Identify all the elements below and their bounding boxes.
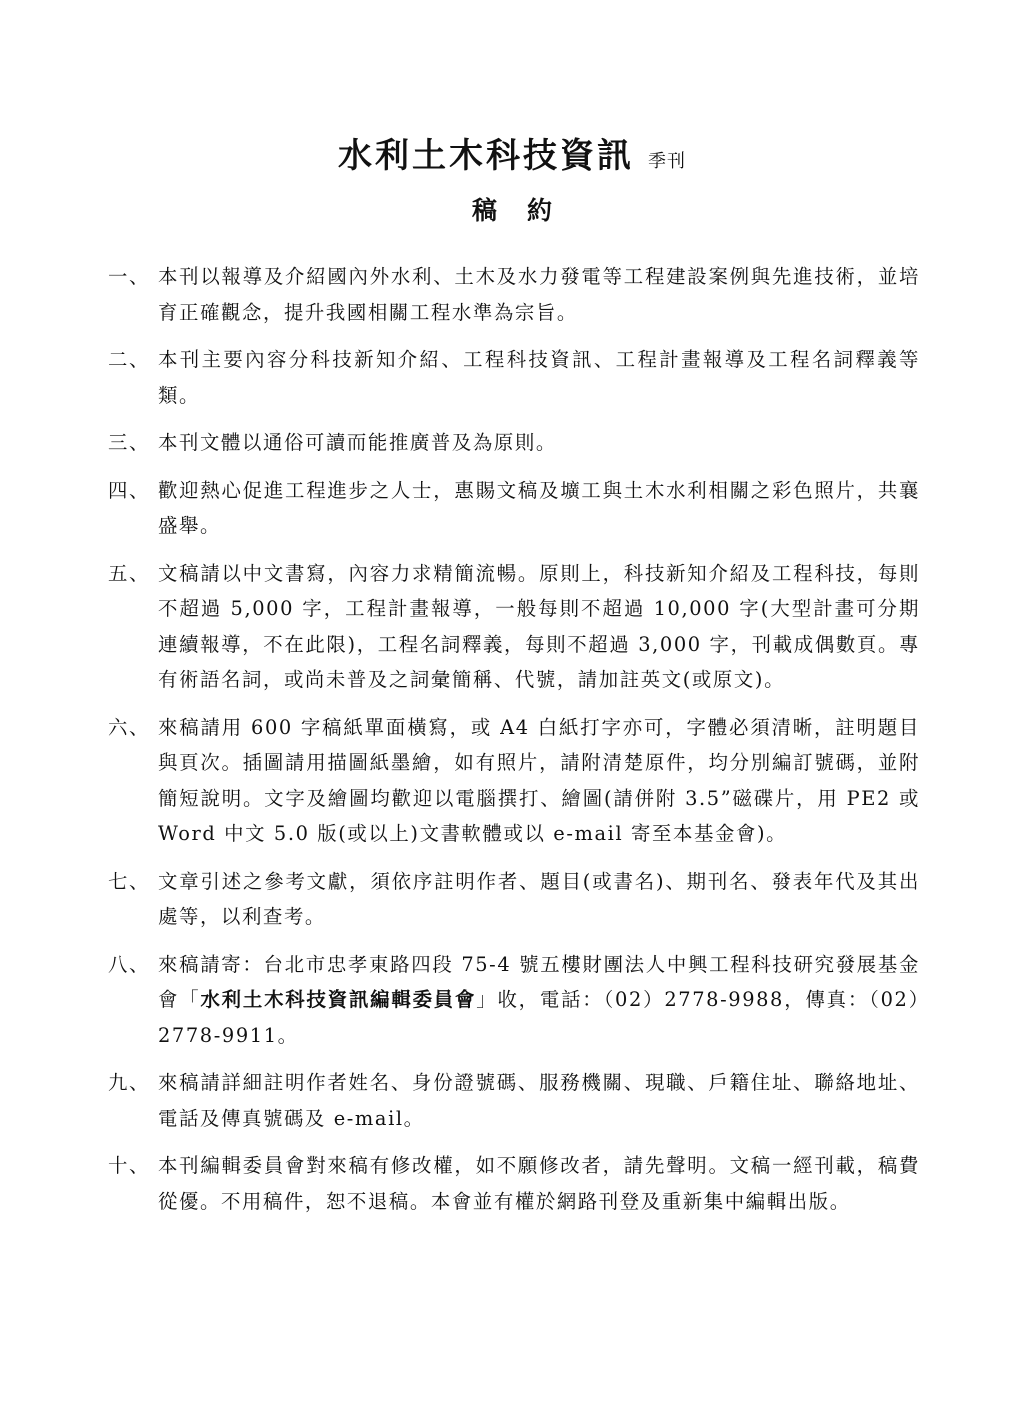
guideline-item-3 (108, 425, 920, 461)
guideline-item-6 (108, 710, 920, 852)
guideline-number: 十、 (108, 1154, 150, 1177)
publication-frequency: 季刊 (648, 151, 686, 172)
guideline-item-7 (108, 864, 920, 935)
guideline-number: 六、 (108, 715, 150, 739)
document-subtitle: 稿約 (471, 196, 582, 225)
mailing-address-text: 來稿請寄：台北市忠孝東路四段 75-4 號五樓財團法人中興工程科技研究發展基金會「 (158, 952, 920, 1011)
guideline-number: 九、 (108, 1071, 150, 1094)
guideline-text: 本刊編輯委員會對來稿有修改權，如不願修改者，請先聲明。文稿一經刊載，稿費從優。不用稿件，恕不退稿。本會並有權於網路刊登及重新集中編輯出版。 (158, 1154, 920, 1213)
editorial-committee-name: 水利土木科技資訊編輯委員會 (200, 988, 477, 1011)
guideline-number: 七、 (108, 869, 150, 893)
contact-phone-fax-text: 」收，電話：（02）2778-9988，傳真：（02）2778-9911。 (158, 988, 920, 1047)
guideline-number: 二、 (108, 348, 150, 371)
guideline-item-2 (108, 342, 920, 413)
title-line (338, 128, 686, 177)
guideline-text: 文章引述之參考文獻，須依序註明作者、題目(或書名)、期刊名、發表年代及其出處等，以利查考。 (158, 869, 920, 928)
guideline-number: 三、 (108, 431, 150, 454)
guideline-number: 五、 (108, 561, 150, 585)
guideline-text: 本刊主要內容分科技新知介紹、工程科技資訊、工程計畫報導及工程名詞釋義等類。 (158, 348, 920, 407)
guideline-item-5 (108, 556, 920, 698)
guideline-item-8 (108, 947, 920, 1054)
document-header (0, 128, 1024, 227)
guideline-text: 本刊以報導及介紹國內外水利、土木及水力發電等工程建設案例與先進技術，並培育正確觀念，提升我國相關工程水準為宗旨。 (158, 265, 920, 324)
publication-title: 水利土木科技資訊 (338, 136, 634, 176)
guideline-text: 來稿請用 600 字稿紙單面橫寫，或 A4 白紙打字亦可，字體必須清晰，註明題目與頁次。插圖請用描圖紙墨繪，如有照片，請附清楚原件，均分別編訂號碼，並附簡短說明。文字及繪圖均歡迎以電腦撰打、繪圖(請併附 3.5”磁碟片，用 PE2 或 Word 中文 5.0 版(或以上)文書軟體或以 e-mail 寄至本基金會)。 (158, 715, 920, 845)
guideline-text: 文稿請以中文書寫，內容力求精簡流暢。原則上，科技新知介紹及工程科技，每則不超過 5,000 字，工程計畫報導，一般每則不超過 10,000 字(大型計畫可分期連續報導，不在此限)，工程名詞釋義，每則不超過 3,000 字，刊載成偶數頁。專有術語名詞，或尚未普及之詞彙簡稱、代號，請加註英文(或原文)。 (158, 561, 920, 691)
guideline-number: 一、 (108, 265, 150, 288)
guideline-text: 來稿請詳細註明作者姓名、身份證號碼、服務機關、現職、戶籍住址、聯絡地址、電話及傳真號碼及 e-mail。 (158, 1071, 920, 1130)
guideline-item-4 (108, 473, 920, 544)
guideline-item-1 (108, 259, 920, 330)
guideline-item-10 (108, 1148, 920, 1219)
guideline-number: 四、 (108, 478, 150, 502)
guideline-text (158, 947, 920, 1054)
submission-guidelines-list (108, 259, 920, 1219)
guideline-text: 歡迎熱心促進工程進步之人士，惠賜文稿及壙工與土木水利相關之彩色照片，共襄盛舉。 (158, 478, 920, 537)
guideline-text: 本刊文體以通俗可讀而能推廣普及為原則。 (158, 431, 557, 454)
guideline-item-9 (108, 1065, 920, 1136)
guideline-number: 八、 (108, 952, 150, 976)
